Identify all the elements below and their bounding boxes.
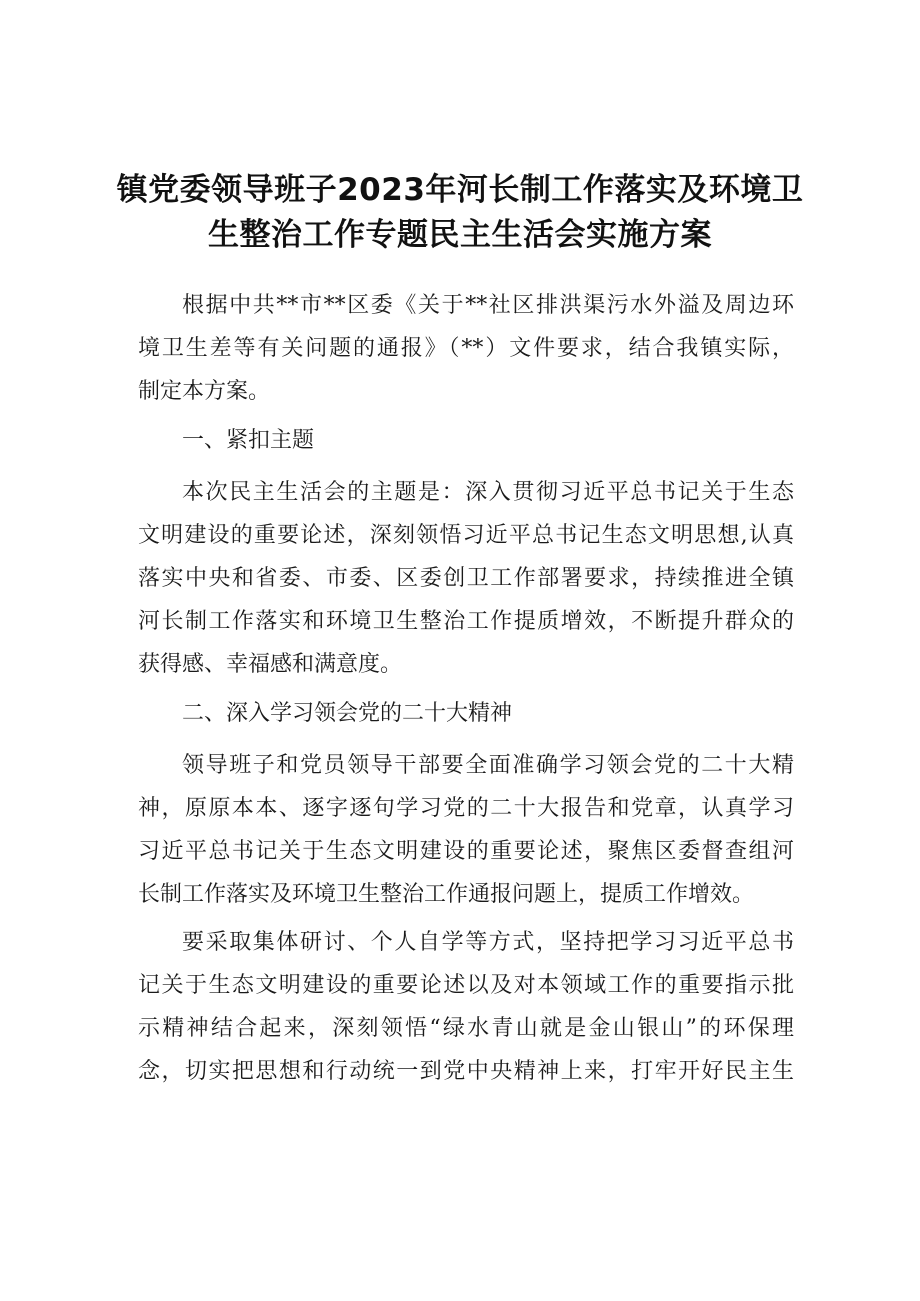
paragraph-line: 领导班子和党员领导干部要全面准确学习领会党的二十大精 (182, 753, 794, 778)
paragraph-line: 文明建设的重要论述，深刻领悟习近平总书记生态文明思想,认真 (138, 523, 794, 548)
heading-line: 一、紧扣主题 (182, 428, 315, 453)
theme-paragraph (138, 471, 794, 686)
section-heading-2 (138, 692, 794, 735)
paragraph-line: 神，原原本本、逐字逐句学习党的二十大报告和党章，认真学习 (138, 796, 794, 821)
paragraph-line: 示精神结合起来，深刻领悟“绿水青山就是金山银山”的环保理 (138, 1016, 794, 1041)
heading-line: 二、深入学习领会党的二十大精神 (182, 701, 513, 726)
paragraph-line: 记关于生态文明建设的重要论述以及对本领域工作的重要指示批 (138, 973, 794, 998)
methods-paragraph (138, 921, 794, 1093)
paragraph-line: 根据中共**市**区委《关于**社区排洪渠污水外溢及周边环 (182, 293, 794, 318)
paragraph-line: 念，切实把思想和行动统一到党中央精神上来，打牢开好民主生 (138, 1059, 794, 1084)
paragraph-line: 要采取集体研讨、个人自学等方式，坚持把学习习近平总书 (182, 930, 794, 955)
paragraph-line: 习近平总书记关于生态文明建设的重要论述，聚焦区委督查组河 (138, 839, 794, 864)
document-title (110, 168, 810, 258)
paragraph-line: 本次民主生活会的主题是：深入贯彻习近平总书记关于生态 (182, 480, 794, 505)
paragraph-line: 河长制工作落实和环境卫生整治工作提质增效，不断提升群众的 (138, 609, 794, 634)
paragraph-line: 落实中央和省委、市委、区委创卫工作部署要求，持续推进全镇 (138, 566, 794, 591)
paragraph-line: 制定本方案。 (138, 379, 271, 404)
paragraph-line: 境卫生差等有关问题的通报》（**）文件要求，结合我镇实际， (138, 336, 794, 361)
study-paragraph (138, 744, 794, 916)
intro-paragraph (138, 284, 794, 413)
section-heading-1 (138, 419, 794, 462)
title-line-2: 生整治工作专题民主生活会实施方案 (208, 217, 712, 253)
paragraph-line: 长制工作落实及环境卫生整治工作通报问题上，提质工作增效。 (138, 882, 755, 907)
paragraph-line: 获得感、幸福感和满意度。 (138, 652, 403, 677)
title-line-1: 镇党委领导班子2023年河长制工作落实及环境卫 (116, 172, 804, 208)
